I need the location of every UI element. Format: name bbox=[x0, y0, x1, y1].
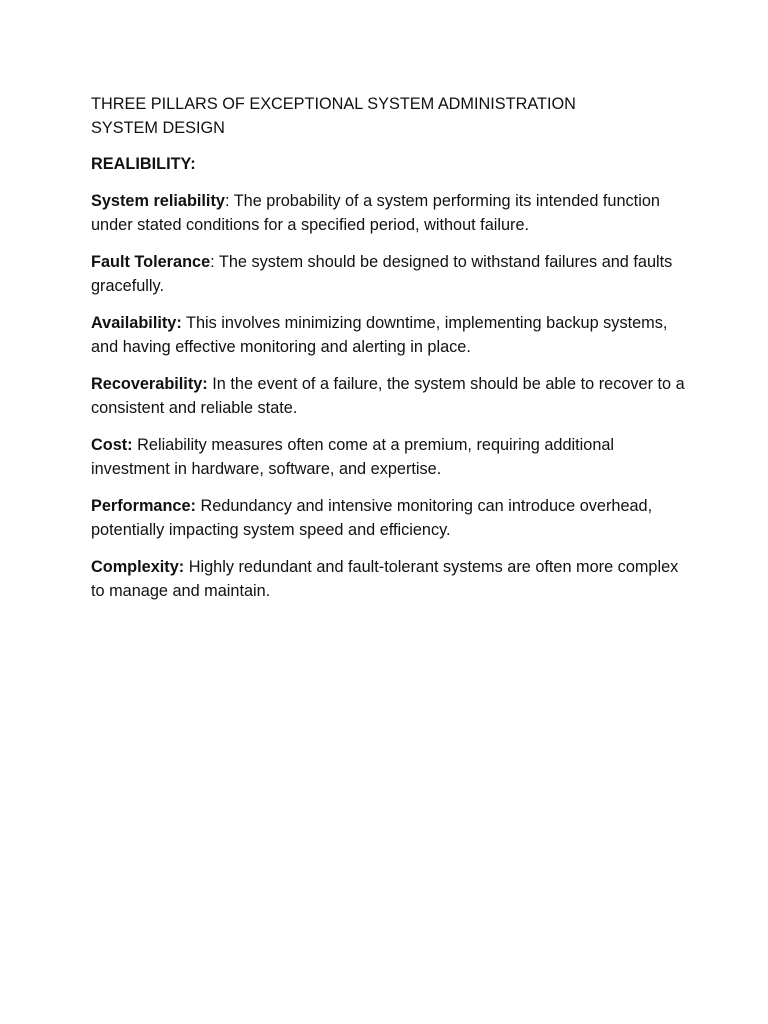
definition-system-reliability: : The probability of a system performing its intended function under stated conditions for a specified period, without failure. bbox=[91, 192, 660, 234]
term-complexity: Complexity: bbox=[91, 558, 185, 576]
paragraph-recoverability bbox=[91, 372, 691, 420]
term-recoverability: Recoverability: bbox=[91, 375, 208, 393]
term-availability: Availability: bbox=[91, 314, 182, 332]
definition-fault-tolerance: : The system should be designed to withstand failures and faults gracefully. bbox=[91, 253, 673, 295]
definition-performance: Redundancy and intensive monitoring can introduce overhead, potentially impacting system speed and efficiency. bbox=[91, 497, 653, 539]
term-system-reliability: System reliability bbox=[91, 192, 225, 210]
definition-cost: Reliability measures often come at a premium, requiring additional investment in hardware, software, and expertise. bbox=[91, 436, 615, 478]
paragraph-complexity bbox=[91, 555, 691, 603]
term-performance: Performance: bbox=[91, 497, 196, 515]
definition-availability: This involves minimizing downtime, implementing backup systems, and having effective monitoring and alerting in place. bbox=[91, 314, 668, 356]
definition-recoverability: In the event of a failure, the system should be able to recover to a consistent and reliable state. bbox=[91, 375, 685, 417]
definition-complexity: Highly redundant and fault-tolerant systems are often more complex to manage and maintain. bbox=[91, 558, 679, 600]
paragraph-fault-tolerance bbox=[91, 250, 691, 298]
title-line-1: THREE PILLARS OF EXCEPTIONAL SYSTEM ADMINISTRATION bbox=[91, 95, 576, 113]
term-cost: Cost: bbox=[91, 436, 133, 454]
section-heading: REALIBILITY: bbox=[91, 155, 196, 173]
paragraph-cost bbox=[91, 433, 691, 481]
paragraph-performance bbox=[91, 494, 691, 542]
document-page bbox=[91, 92, 691, 603]
term-fault-tolerance: Fault Tolerance bbox=[91, 253, 211, 271]
document-title bbox=[91, 92, 691, 140]
paragraph-system-reliability bbox=[91, 189, 691, 237]
paragraph-availability bbox=[91, 311, 691, 359]
title-line-2: SYSTEM DESIGN bbox=[91, 119, 225, 137]
